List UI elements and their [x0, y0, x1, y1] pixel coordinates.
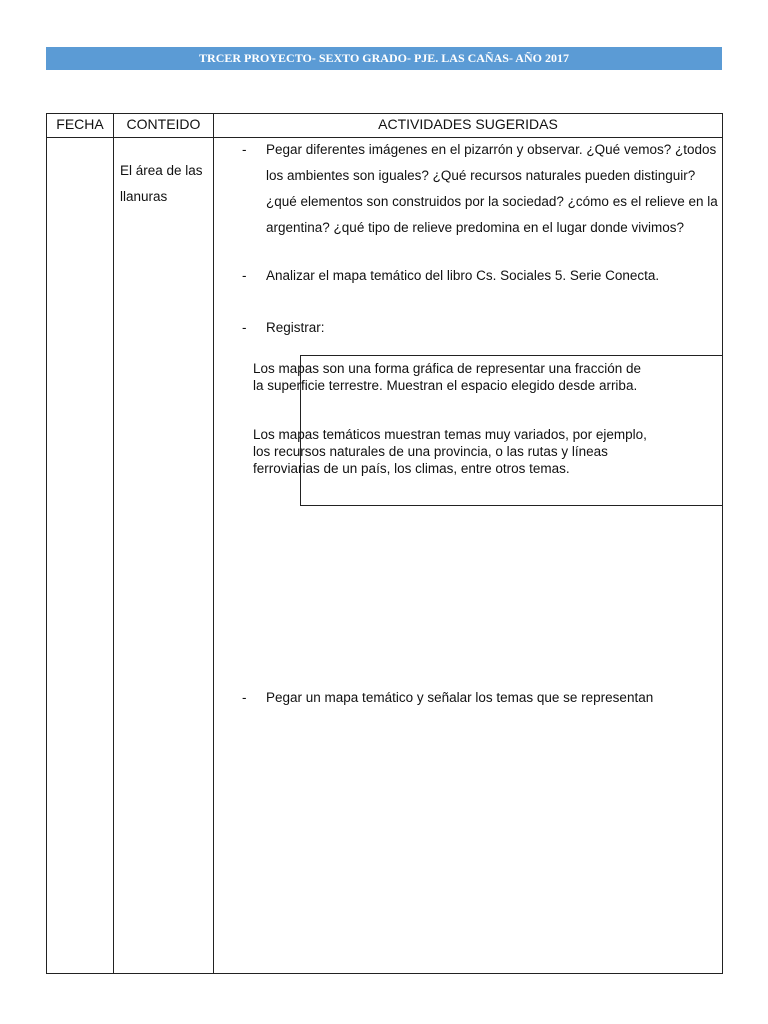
- activity-item: [242, 685, 718, 711]
- column-divider: [213, 113, 214, 974]
- activity-item: [242, 263, 718, 289]
- column-divider: [113, 113, 114, 974]
- header-contenido: CONTEIDO: [126, 116, 201, 132]
- contenido-cell: El área de las llanuras: [120, 163, 203, 204]
- document-title-banner: TRCER PROYECTO- SEXTO GRADO- PJE. LAS CAÑAS- AÑO 2017: [46, 47, 722, 70]
- note-paragraph: Los mapas temáticos muestran temas muy variados, por ejemplo, los recursos naturales de una provincia, o las rutas y líneas ferroviarias de un país, los climas, entre otros temas.: [253, 427, 647, 476]
- activity-item: [242, 137, 718, 241]
- activity-item: [242, 315, 718, 341]
- list-dash: -: [242, 320, 247, 335]
- activity-text: Analizar el mapa temático del libro Cs. Sociales 5. Serie Conecta.: [266, 268, 660, 283]
- list-dash: -: [242, 268, 247, 283]
- activity-text: Registrar:: [266, 320, 325, 335]
- activities-table: [46, 113, 723, 974]
- note-paragraph: Los mapas son una forma gráfica de representar una fracción de la superficie terrestre. Muestran el espacio elegido desde arriba.: [253, 361, 641, 393]
- list-dash: -: [242, 690, 247, 705]
- activity-text: Pegar diferentes imágenes en el pizarrón y observar. ¿Qué vemos? ¿todos los ambientes son iguales? ¿Qué recursos naturales pueden distinguir? ¿qué elementos son construidos por la sociedad? ¿cómo es el relieve en la argentina? ¿qué tipo de relieve predomina en el lugar donde vivimos?: [266, 142, 718, 235]
- header-actividades: ACTIVIDADES SUGERIDAS: [378, 116, 558, 132]
- list-dash: -: [242, 142, 247, 157]
- header-fecha: FECHA: [56, 116, 104, 132]
- activity-text: Pegar un mapa temático y señalar los temas que se representan: [266, 690, 654, 705]
